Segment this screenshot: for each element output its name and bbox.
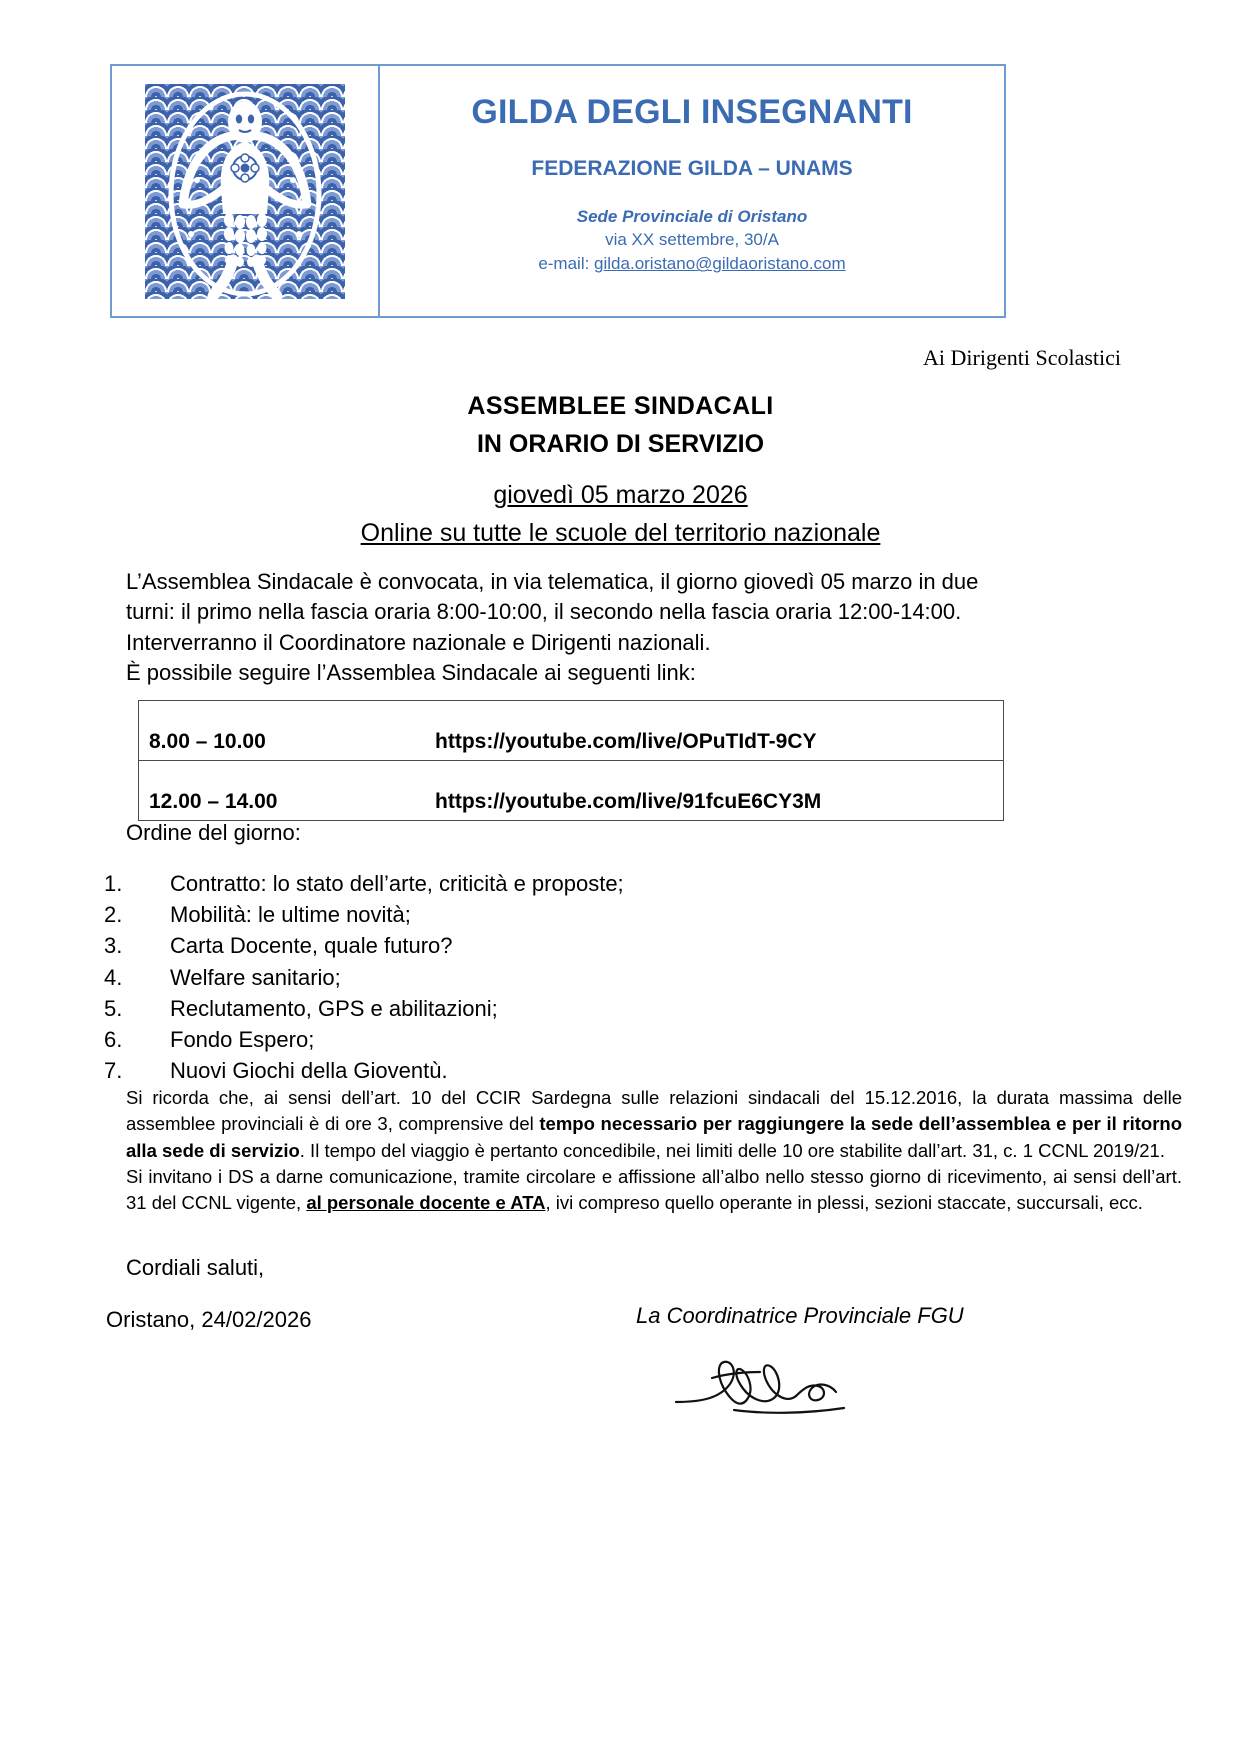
page-title: ASSEMBLEE SINDACALI [467,392,774,420]
logo-cell [112,66,380,316]
page-subtitle: IN ORARIO DI SERVIZIO [476,429,765,458]
body-line-2: turni: il primo nella fascia oraria 8:00-10:00, il secondo nella fascia oraria 12:00-14:00. [126,599,962,625]
legal-p2-underline: al personale docente e ATA [306,1192,546,1214]
time-slot-cell: 8.00 – 10.00 [139,701,412,761]
list-item [104,962,904,993]
event-date: giovedì 05 marzo 2026 [493,481,748,509]
list-item-text: Fondo Espero; [170,1027,315,1053]
list-item [104,993,904,1024]
list-item-text: Contratto: lo stato dell’arte, criticità e proposte; [170,871,624,896]
list-item [104,930,904,961]
table-row [139,701,1004,761]
document-title-block [0,390,1241,462]
body-line-1: L’Assemblea Sindacale è convocata, in via telematica, il giorno giovedì 05 marzo in due [126,569,979,594]
list-item-text: Mobilità: le ultime novità; [170,902,411,928]
legal-p2-part-b: , ivi compreso quello operante in plessi, sezioni staccate, succursali, ecc. [545,1192,1143,1214]
agenda-label: Ordine del giorno: [126,820,301,845]
list-item [104,1055,904,1086]
list-item-text: Reclutamento, GPS e abilitazioni; [170,995,498,1021]
legal-p1-bold: tempo necessario per raggiungere la sede dell’assemblea e per il ritorno alla sede di servizio [126,1113,1182,1161]
legal-paragraph-2 [126,1164,1182,1217]
list-item-number: 7. [104,1058,123,1084]
event-scope: Online su tutte le scuole del territorio nazionale [360,519,881,547]
list-item [104,1024,904,1055]
list-item-number: 6. [104,1027,123,1053]
links-table [138,700,1004,821]
legal-p2-part-a: Si invitano i DS a darne comunicazione, tramite circolare e affissione all’albo nello stesso giorno di ricevimento, ai sensi dell’art. 31 del CCNL vigente, [126,1165,1182,1214]
organization-title: GILDA DEGLI INSEGNANTI [471,93,913,131]
email-label: e-mail: [538,254,595,274]
body-paragraph [126,567,1182,688]
street-address: via XX settembre, 30/A [605,229,779,249]
list-item [104,868,904,899]
body-line-3: Interverranno il Coordinatore nazionale e Dirigenti nazionali. [126,629,711,655]
email-link[interactable]: gilda.oristano@gildaoristano.com [594,254,846,274]
organization-federation: FEDERAZIONE GILDA – UNAMS [531,157,853,181]
legal-p1-part-a: Si ricorda che, ai sensi dell’art. 10 del CCIR Sardegna sulle relazioni sindacali del 15.12.2016, la durata massima delle assemblee provinciali è di ore 3, comprensive del [126,1087,1182,1135]
list-item-number: 4. [104,964,123,990]
list-item-text: Nuovi Giochi della Gioventù. [170,1058,448,1084]
legal-paragraph-1 [126,1085,1182,1164]
body-line-4: È possibile seguire l’Assemblea Sindacale ai seguenti link: [126,660,696,686]
addressee-line: Ai Dirigenti Scolastici [923,345,1121,370]
closing-greeting: Cordiali saluti, [126,1255,265,1280]
list-item [104,899,904,930]
list-item-number: 3. [104,933,123,959]
time-slot-cell: 12.00 – 14.00 [139,761,412,821]
letterhead-text [380,66,1004,316]
signer-title: La Coordinatrice Provinciale FGU [636,1303,964,1328]
place-and-date: Oristano, 24/02/2026 [106,1307,312,1332]
list-item-text: Carta Docente, quale futuro? [170,933,453,959]
letterhead [110,64,1006,318]
provincial-seat: Sede Provinciale di Oristano [576,207,808,227]
stream-url-cell[interactable]: https://youtube.com/live/OPuTIdT-9CY [411,701,1004,761]
legal-note [126,1085,1182,1216]
table-row [139,761,1004,821]
stream-url-cell[interactable]: https://youtube.com/live/91fcuE6CY3M [411,761,1004,821]
handwritten-signature [668,1340,888,1430]
list-item-number: 5. [104,995,123,1021]
legal-p1-part-b: . Il tempo del viaggio è pertanto concedibile, nei limiti delle 10 ore stabilite dall’art. 31, c. 1 CCNL 2019/21. [299,1139,1165,1161]
gilda-emblem-icon [145,84,345,299]
agenda-list [104,868,904,1087]
document-subtitle-block [0,478,1241,551]
list-item-text: Welfare sanitario; [170,964,341,990]
email-row [538,252,845,277]
list-item-number: 1. [104,871,123,896]
list-item-number: 2. [104,902,123,928]
